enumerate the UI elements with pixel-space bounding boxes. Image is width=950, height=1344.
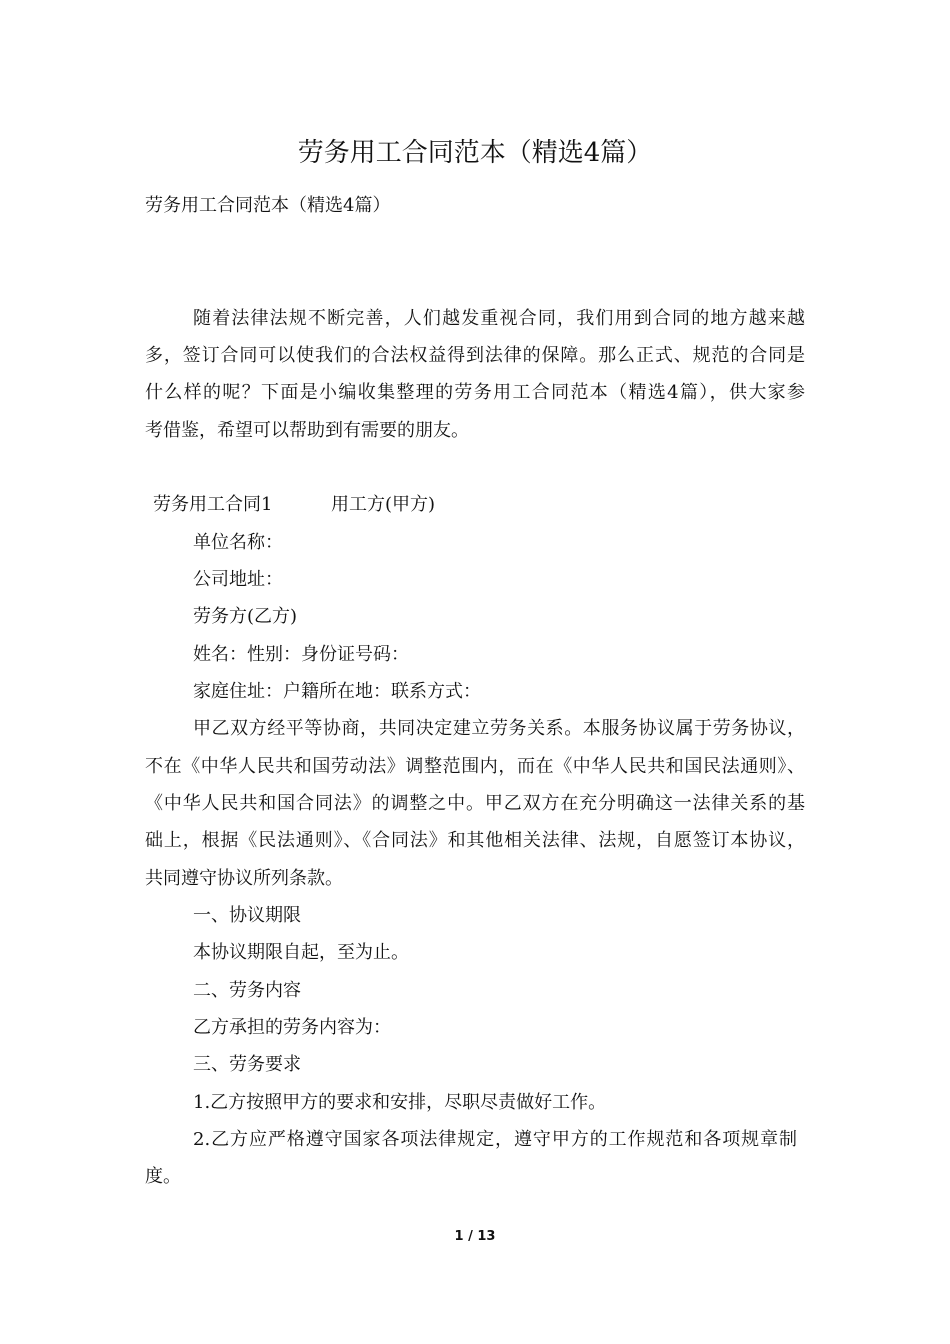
field-personal-info: 姓名：性别：身份证号码： — [193, 644, 409, 665]
field-contact-info: 家庭住址：户籍所在地：联系方式： — [193, 681, 481, 702]
field-company-address: 公司地址： — [193, 569, 283, 590]
clause-text: 乙方承担的劳务内容为： — [193, 1017, 391, 1038]
clause-text: 1.乙方按照甲方的要求和安排，尽职尽责做好工作。 — [193, 1092, 607, 1113]
intro-line: 随着法律法规不断完善，人们越发重视合同，我们用到合同的地方越来越 — [193, 308, 805, 329]
paragraph-line: 共同遵守协议所列条款。 — [145, 868, 343, 889]
clause-heading: 一、协议期限 — [193, 905, 301, 926]
paragraph-line: 《中华人民共和国合同法》的调整之中。甲乙双方在充分明确这一法律关系的基 — [145, 793, 805, 814]
employer-label: 用工方(甲方) — [331, 494, 436, 515]
clause-heading: 三、劳务要求 — [193, 1054, 301, 1075]
clause-heading: 二、劳务内容 — [193, 980, 301, 1001]
section-heading: 劳务用工合同1 — [153, 494, 273, 515]
clause-text: 度。 — [145, 1166, 181, 1187]
field-company-name: 单位名称： — [193, 532, 283, 553]
clause-text: 本协议期限自起，至为止。 — [193, 942, 409, 963]
intro-line: 考借鉴，希望可以帮助到有需要的朋友。 — [145, 420, 469, 441]
document-subtitle: 劳务用工合同范本（精选4篇） — [145, 195, 391, 216]
clause-text: 2.乙方应严格遵守国家各项法律规定，遵守甲方的工作规范和各项规章制 — [193, 1129, 797, 1150]
paragraph-line: 础上，根据《民法通则》、《合同法》和其他相关法律、法规，自愿签订本协议， — [145, 830, 805, 851]
intro-line: 什么样的呢？下面是小编收集整理的劳务用工合同范本（精选4篇），供大家参 — [145, 382, 805, 403]
document-title: 劳务用工合同范本（精选4篇） — [297, 138, 653, 168]
intro-line: 多，签订合同可以使我们的合法权益得到法律的保障。那么正式、规范的合同是 — [145, 345, 805, 366]
paragraph-line: 甲乙双方经平等协商，共同决定建立劳务关系。本服务协议属于劳务协议， — [193, 718, 805, 739]
paragraph-line: 不在《中华人民共和国劳动法》调整范围内，而在《中华人民共和国民法通则》、 — [145, 756, 805, 777]
page-indicator: 1 / 13 — [454, 1229, 496, 1244]
field-labor-party: 劳务方(乙方) — [193, 606, 298, 627]
